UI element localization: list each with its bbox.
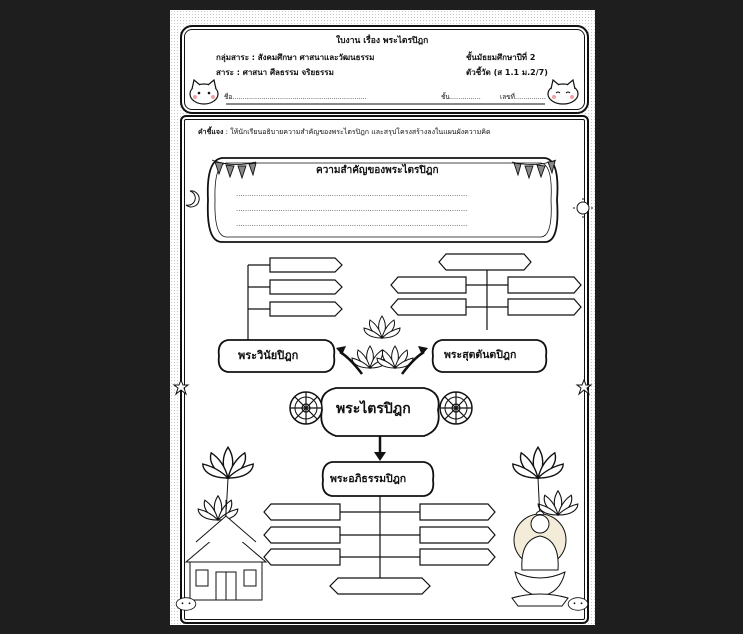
lotus-icon bbox=[513, 447, 563, 478]
cat-icon bbox=[176, 598, 196, 611]
tipitaka-center-label: พระไตรปิฎก bbox=[336, 401, 411, 417]
star-icon bbox=[577, 380, 591, 394]
strand: สาระ : ศาสนา ศีลธรรม จริยธรรม bbox=[216, 68, 334, 77]
sutta-pitaka-label: พระสุตตันตปิฎก bbox=[444, 349, 517, 361]
dharma-wheel-icon bbox=[440, 392, 472, 424]
buddha-icon bbox=[512, 511, 568, 606]
instructions-label: คำชี้แจง bbox=[198, 128, 224, 136]
importance-title: ความสำคัญของพระไตรปิฎก bbox=[316, 165, 439, 176]
moon-icon bbox=[186, 191, 199, 207]
lotus-icon bbox=[198, 496, 238, 520]
number-field[interactable]: เลขที่............... bbox=[500, 93, 546, 101]
lotus-icon bbox=[377, 346, 413, 368]
lotus-icon bbox=[538, 491, 578, 515]
cat-icon bbox=[568, 598, 588, 611]
importance-answer-line[interactable]: ........................................................................................................ bbox=[236, 190, 468, 198]
sun-icon bbox=[573, 198, 593, 218]
grade-level: ชั้นมัธยมศึกษาปีที่ 2 bbox=[466, 53, 536, 62]
lotus-icon bbox=[203, 447, 253, 478]
name-field[interactable]: ชื่อ................................................................. bbox=[224, 93, 367, 101]
cat-icon bbox=[548, 80, 578, 104]
dharma-wheel-icon bbox=[290, 392, 322, 424]
star-icon bbox=[174, 380, 188, 394]
abhidhamma-pitaka-label: พระอภิธรรมปิฎก bbox=[330, 473, 407, 485]
importance-answer-line[interactable]: ........................................................................................................ bbox=[236, 205, 468, 213]
vinaya-pitaka-label: พระวินัยปิฎก bbox=[238, 349, 299, 362]
cat-icon bbox=[190, 80, 218, 104]
subject-group: กลุ่มสาระ : สังคมศึกษา ศาสนาและวัฒนธรรม bbox=[216, 53, 375, 62]
class-field[interactable]: ชั้น............... bbox=[441, 93, 481, 101]
lotus-icon bbox=[364, 316, 400, 338]
indicator: ตัวชี้วัด (ส 1.1 ม.2/7) bbox=[466, 68, 548, 77]
instructions-text: : ให้นักเรียนอธิบายความสำคัญของพระไตรปิฎก และสรุปโครงสร้างลงในแผนผังความคิด bbox=[223, 128, 491, 136]
importance-answer-line[interactable]: ........................................................................................................ bbox=[236, 220, 468, 228]
worksheet-title: ใบงาน เรื่อง พระไตรปิฎก bbox=[336, 36, 429, 46]
temple-icon bbox=[186, 500, 266, 600]
